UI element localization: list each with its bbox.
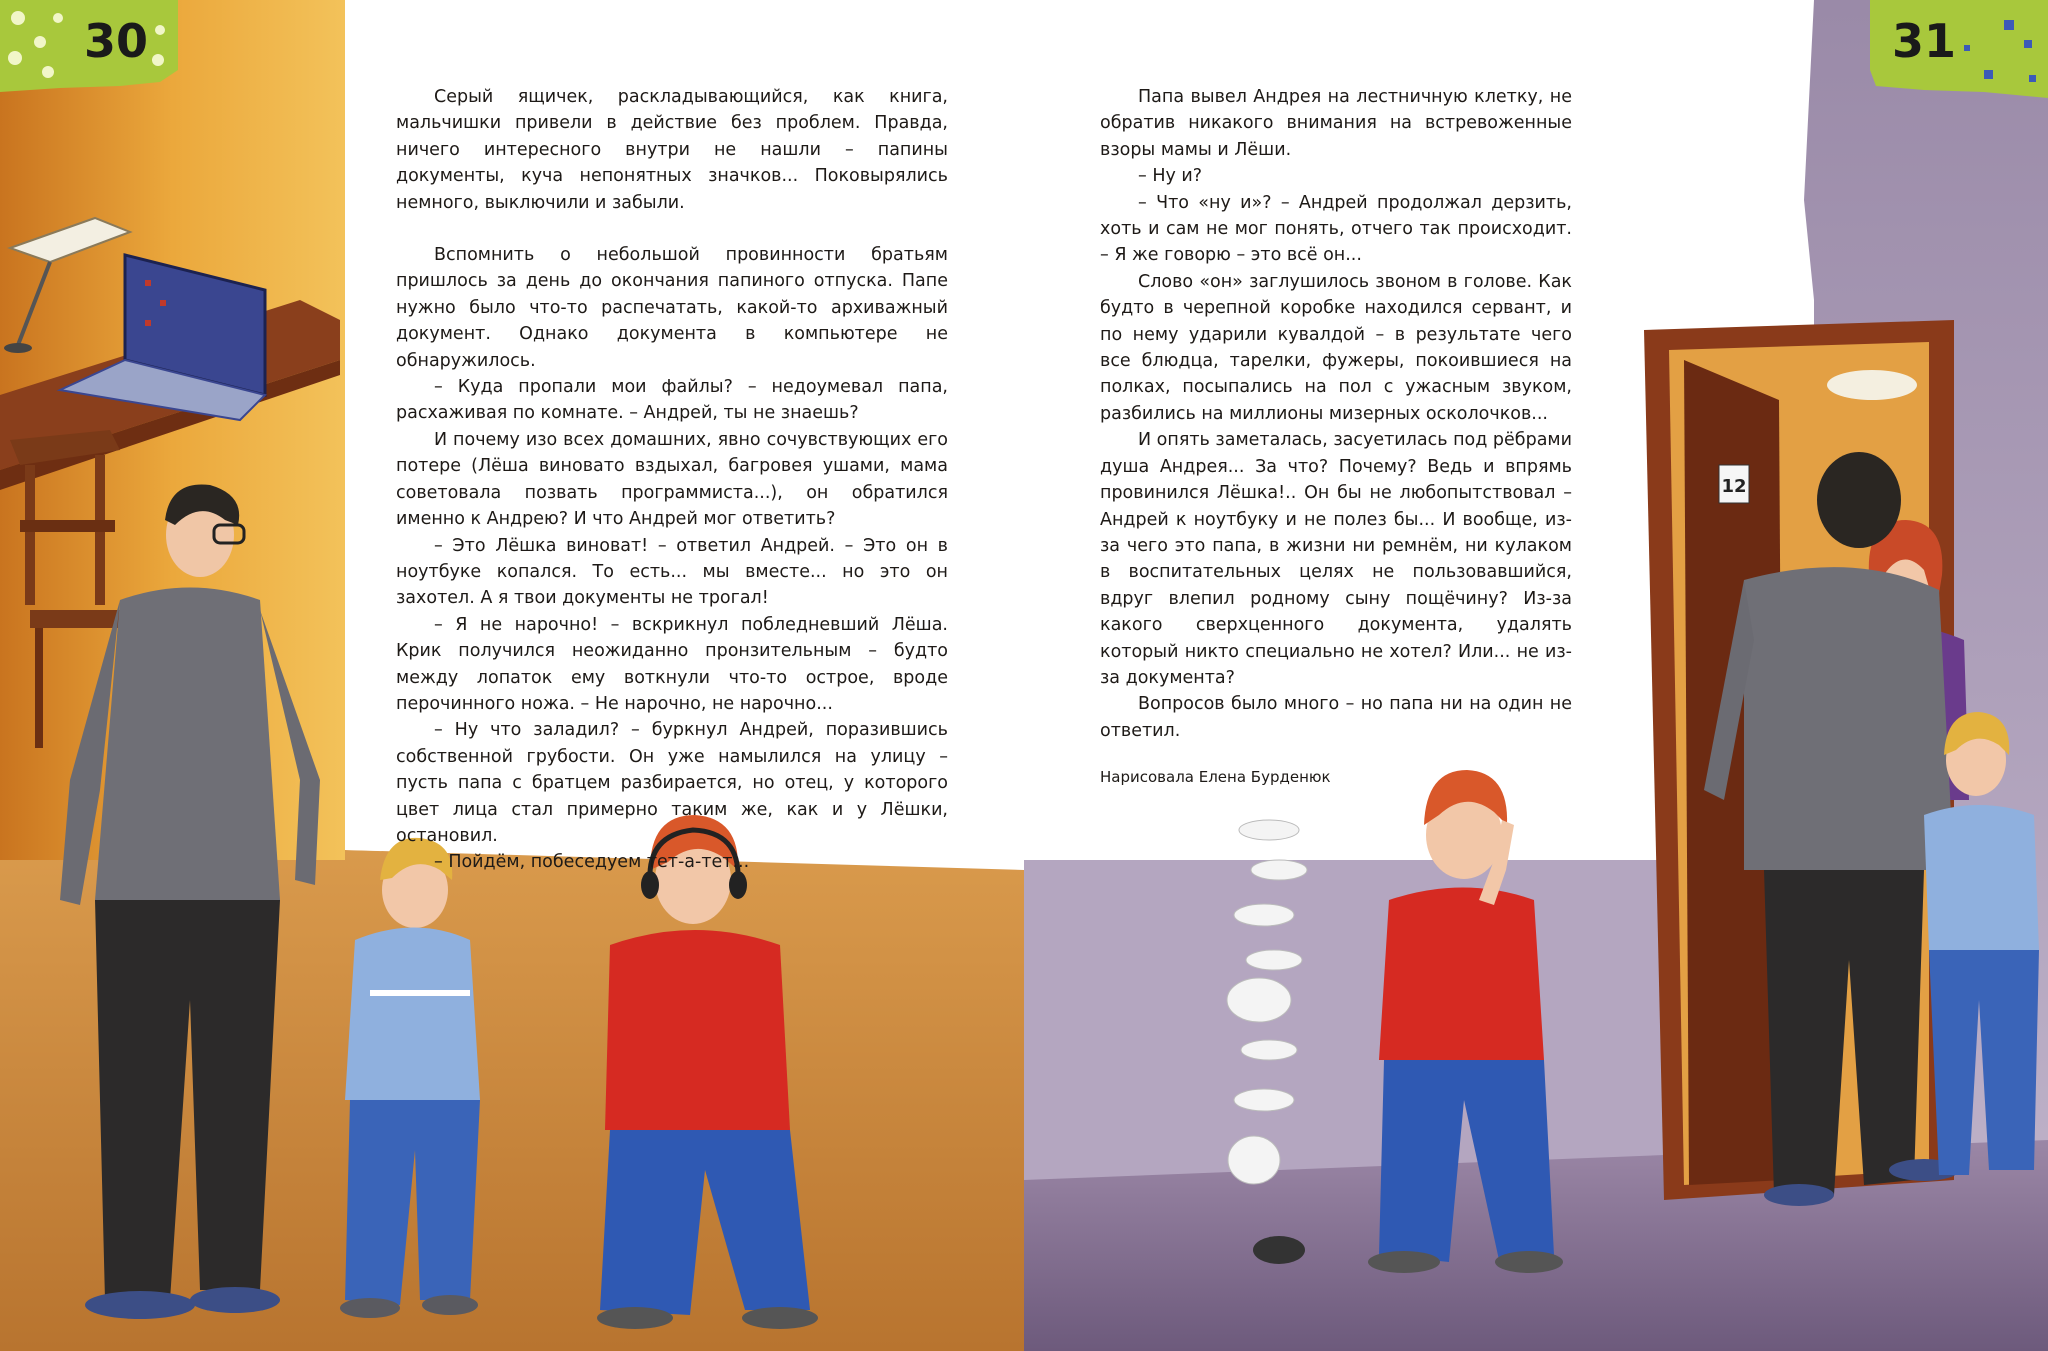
paragraph: – Ну что заладил? – буркнул Андрей, поразившись собственной грубости. Он уже намылился на улицу – пусть папа с братцем разбирается, но отец, у которого цвет лица стал примерно таким же, как и у Лёшки, остановил. [396,720,948,846]
paragraph: Слово «он» заглушилось звоном в голове. Как будто в черепной коробке находился сервант, и по нему ударили кувалдой – в результате чего все блюдца, тарелки, фужеры, покоившиеся на полках, посыпались на пол с ужасным звуком, разбились на миллионы мизерных осколочков... [1100,271,1572,424]
paragraph: И почему изо всех домашних, явно сочувствующих его потере (Лёша виновато вздыхал, багровея ушами, мама советовала позвать программиста...), он обратился именно к Андрею? И что Андрей мог ответить? [396,429,948,530]
paragraph: Вопросов было много – но папа ни на один не ответил. [1100,694,1572,741]
page-number-left: 30 [84,14,149,68]
paragraph: – Это Лёшка виноват! – ответил Андрей. – Это он в ноутбуке копался. То есть... мы вместе... но это он захотел. А я твои документы не трогал! [396,535,948,609]
right-page-text [1100,84,1572,744]
page-number-right: 31 [1892,14,1957,68]
paragraph: Вспомнить о небольшой провинности братьям пришлось за день до окончания папиного отпуска. Папе нужно было что-то распечатать, какой-то архиважный документ. Однако документа в компьютере не обнаружилось. [396,245,948,371]
illustrator-credit: Нарисовала Елена Бурденюк [1100,768,1331,786]
door-number-plate: 12 [1721,476,1747,497]
left-page-text [396,84,948,876]
paragraph: – Что «ну и»? – Андрей продолжал дерзить, хоть и сам не мог понять, отчего так происходит. – Я же говорю – это всё он... [1100,192,1572,266]
paragraph: – Пойдём, побеседуем тет-а-тет... [434,852,750,873]
paragraph: – Я не нарочно! – вскрикнул побледневший Лёша. Крик получился неожиданно пронзительным – будто между лопаток ему воткнули что-то острое, вроде перочинного ножа. – Не нарочно, не нарочно... [396,614,948,714]
paragraph: Папа вывел Андрея на лестничную клетку, не обратив никакого внимания на встревоженные взоры мамы и Лёши. [1100,87,1572,160]
paragraph: И опять заметалась, засуетилась под рёбрами душа Андрея... За что? Почему? Ведь и впрямь провинился Лёшка!.. Он бы не любопытствовал – Андрей к ноутбуку и не полез бы... И вообще, из-за чего это папа, в жизни ни ремнём, ни кулаком в воспитательных целях не пользовавшийся, вдруг влепил родному сыну пощёчину? Из-за какого сверхценного документа, удалять который никто специально не хотел? Или... не из-за документа? [1100,430,1572,688]
paragraph: – Ну и? [1138,166,1203,187]
paragraph: – Куда пропали мои файлы? – недоумевал папа, расхаживая по комнате. – Андрей, ты не знаешь? [396,377,948,424]
paragraph: Серый ящичек, раскладывающийся, как книга, мальчишки привели в действие без проблем. Правда, ничего интересного внутри не нашли – папины документы, куча непонятных значков... Поковырялись немного, выключили и забыли. [396,87,948,213]
